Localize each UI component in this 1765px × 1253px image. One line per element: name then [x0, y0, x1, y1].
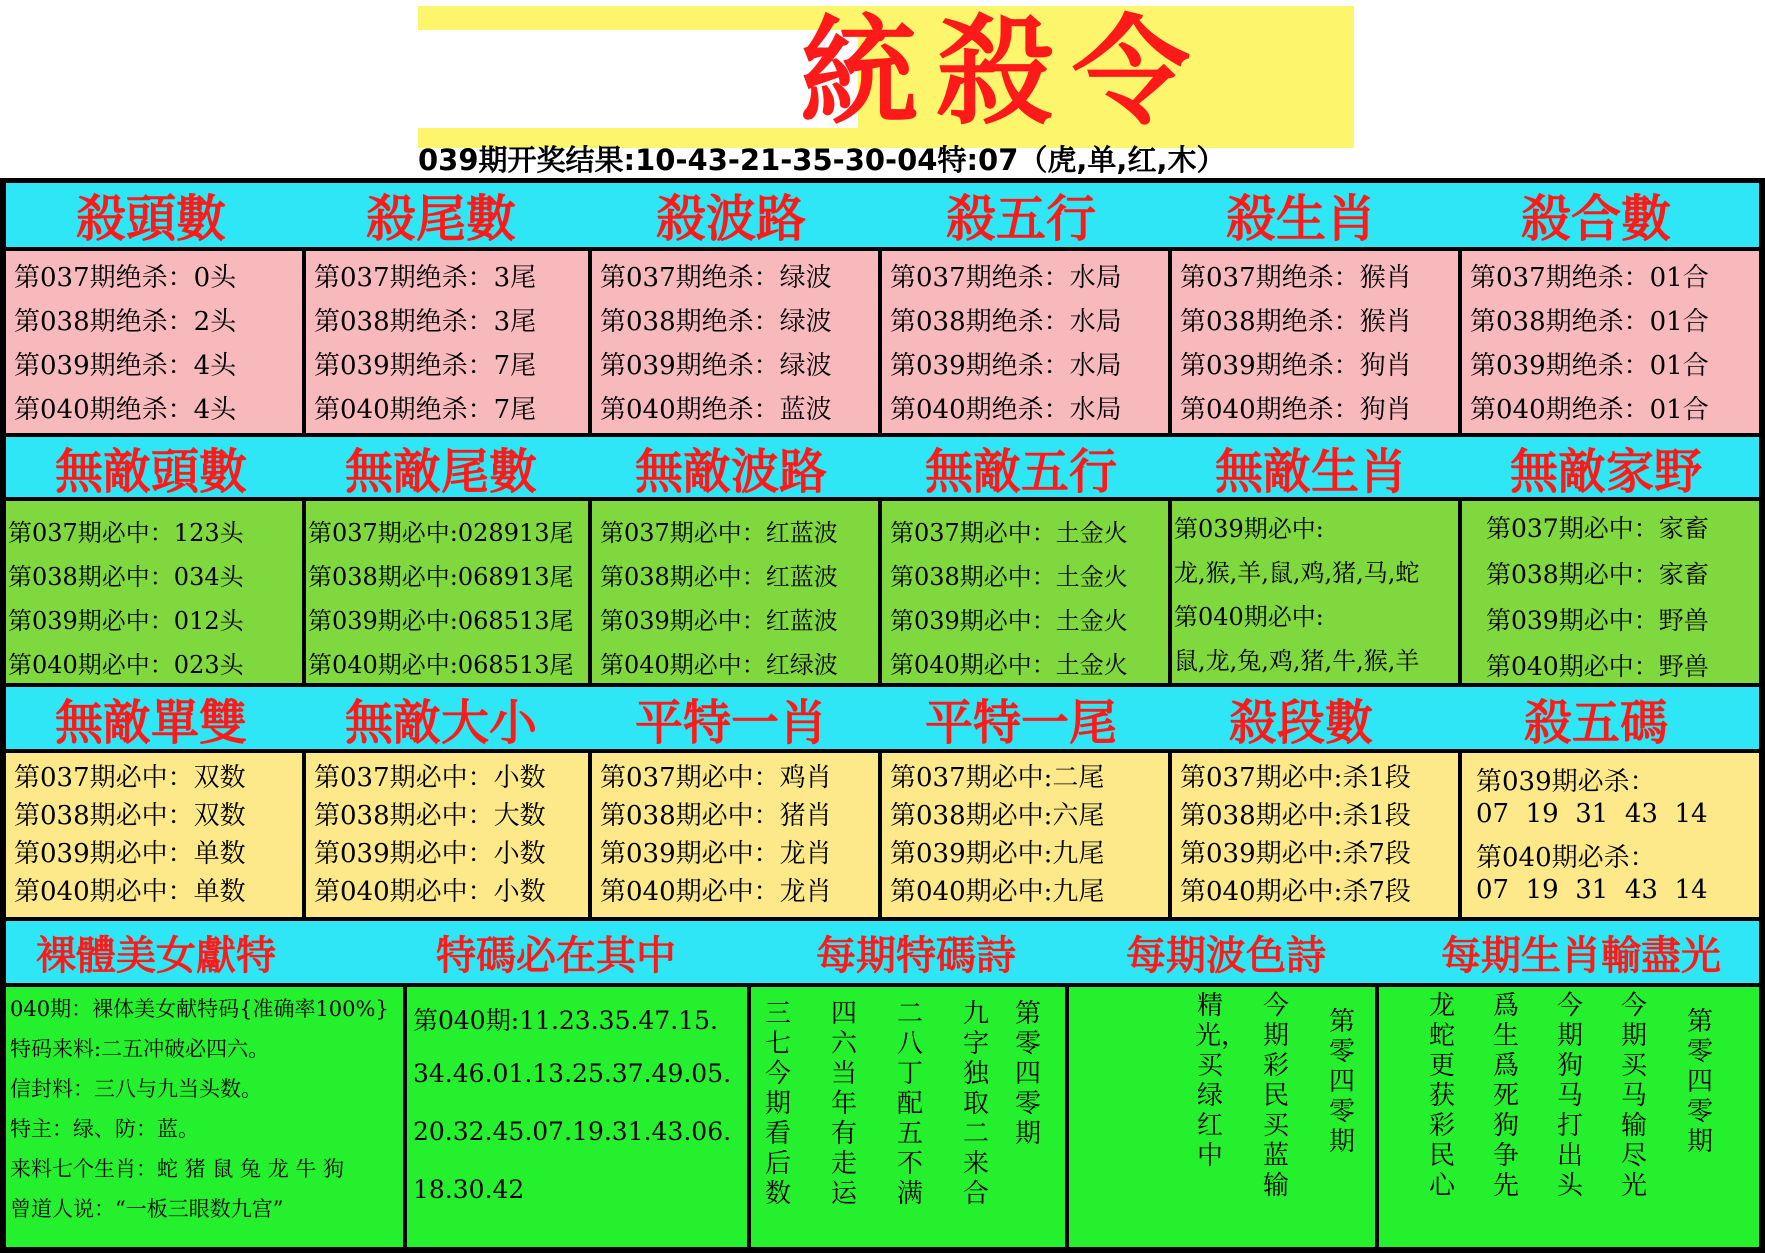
poem-header-row — [6, 921, 1759, 983]
flat-zodiac-040: 第040期必中：龙肖 — [600, 877, 832, 907]
flat-tail-038: 第038期必中:六尾 — [890, 801, 1105, 831]
win-color-038: 第038期必中：红蓝波 — [600, 563, 838, 591]
kill-color-039: 第039期绝杀：绿波 — [600, 351, 832, 381]
kill-zodiac-039: 第039期绝杀：狗肖 — [1180, 351, 1412, 381]
kill-five-039-numbers: 07 19 31 43 14 — [1476, 799, 1708, 829]
beauty-line-1: 040期：裸体美女献特码{准确率100%} — [10, 997, 389, 1021]
main-table — [0, 178, 1765, 1253]
color-poem-col-2: 今期彩民买蓝输 — [1262, 991, 1289, 1201]
big-small-039: 第039期必中：小数 — [314, 839, 546, 869]
tema-poem-col-3: 二八丁配五不满 — [896, 999, 923, 1209]
numbers-box — [407, 987, 747, 1247]
header-tema-poem: 每期特碼詩 — [816, 932, 1016, 979]
header-win-tail: 無敵尾數 — [344, 443, 537, 500]
header-zodiac-poem: 每期生肖輸盡光 — [1441, 932, 1721, 979]
kill-color-037: 第037期绝杀：绿波 — [600, 263, 832, 293]
win-color-039: 第039期必中：红蓝波 — [600, 607, 838, 635]
kill-sum-038: 第038期绝杀：01合 — [1470, 307, 1709, 337]
win-domestic-037: 第037期必中：家畜 — [1486, 514, 1709, 543]
big-small-040: 第040期必中：小数 — [314, 877, 546, 907]
kill-zodiac-040: 第040期绝杀：狗肖 — [1180, 395, 1412, 425]
win-tail-040: 第040期必中:068513尾 — [308, 651, 574, 679]
kill-color-box — [592, 251, 878, 433]
kill-header-row — [6, 183, 1759, 247]
header-win-domestic-wild: 無敵家野 — [1509, 443, 1702, 500]
win-head-039: 第039期必中：012头 — [8, 607, 244, 635]
win-color-box — [592, 501, 878, 683]
banner-blank-area — [418, 30, 858, 128]
tema-poem-col-2: 九字独取二来合 — [962, 999, 989, 1209]
numbers-line-4: 18.30.42 — [413, 1175, 525, 1204]
win-domestic-040: 第040期必中：野兽 — [1486, 652, 1709, 681]
kill-sum-box — [1462, 251, 1759, 433]
kill-color-040: 第040期绝杀：蓝波 — [600, 395, 832, 425]
kill-zodiac-038: 第038期绝杀：猴肖 — [1180, 307, 1412, 337]
header-win-color: 無敵波路 — [634, 443, 827, 500]
header-flat-tail: 平特一尾 — [924, 694, 1117, 751]
numbers-line-2: 34.46.01.13.25.37.49.05. — [413, 1059, 732, 1088]
invincible-header-row — [6, 437, 1759, 500]
win-zodiac-box — [1172, 501, 1458, 683]
header-color-poem: 每期波色詩 — [1126, 932, 1326, 979]
color-poem-box — [1069, 987, 1375, 1247]
kill-head-040: 第040期绝杀：4头 — [14, 395, 237, 425]
flat-zodiac-box — [592, 753, 878, 917]
win-domestic-wild-box — [1462, 501, 1759, 683]
win-zodiac-039-label: 第039期必中: — [1174, 515, 1324, 543]
header-kill-zodiac: 殺生肖 — [1226, 190, 1376, 248]
odd-even-box — [6, 753, 302, 917]
win-element-040: 第040期必中：土金火 — [890, 651, 1128, 679]
header-odd-even: 無敵單雙 — [54, 694, 247, 751]
big-small-037: 第037期必中：小数 — [314, 763, 546, 793]
win-tail-box — [306, 501, 588, 683]
beauty-line-3: 信封料：三八与九当头数。 — [10, 1077, 262, 1101]
tema-poem-col-5: 三七今期看后数 — [764, 999, 791, 1209]
zodiac-poem-col-3: 今期狗马打出头 — [1556, 991, 1583, 1201]
tema-poem-box — [751, 987, 1065, 1247]
beauty-box — [6, 987, 403, 1247]
kill-zodiac-box — [1172, 251, 1458, 433]
header-win-zodiac: 無敵生肖 — [1214, 443, 1407, 500]
color-poem-col-1: 第零四零期 — [1328, 1007, 1355, 1157]
flat-tail-040: 第040期必中:九尾 — [890, 877, 1105, 907]
win-tail-037: 第037期必中:028913尾 — [308, 519, 574, 547]
beauty-line-5: 来料七个生肖：蛇 猪 鼠 兔 龙 牛 狗 — [10, 1157, 345, 1181]
kill-head-box — [6, 251, 302, 433]
zodiac-poem-col-2: 今期买马输尽光 — [1620, 991, 1647, 1201]
kill-element-038: 第038期绝杀：水局 — [890, 307, 1122, 337]
beauty-line-4: 特主：绿、防：蓝。 — [10, 1117, 199, 1141]
kill-five-040-label: 第040期必杀： — [1476, 843, 1656, 873]
odd-even-037: 第037期必中：双数 — [14, 763, 246, 793]
numbers-line-3: 20.32.45.07.19.31.43.06. — [413, 1117, 732, 1146]
header-kill-five: 殺五碼 — [1523, 694, 1668, 751]
kill-five-box — [1462, 753, 1759, 917]
page-title: 統殺令 — [800, 3, 1209, 141]
kill-sum-040: 第040期绝杀：01合 — [1470, 395, 1709, 425]
header-kill-color: 殺波路 — [656, 190, 806, 248]
kill-element-037: 第037期绝杀：水局 — [890, 263, 1122, 293]
header-win-element: 無敵五行 — [924, 443, 1117, 500]
flat-zodiac-039: 第039期必中：龙肖 — [600, 839, 832, 869]
kill-tail-038: 第038期绝杀：3尾 — [314, 307, 537, 337]
kill-sum-037: 第037期绝杀：01合 — [1470, 263, 1709, 293]
header-kill-segment: 殺段數 — [1228, 694, 1373, 751]
win-element-box — [882, 501, 1168, 683]
kill-five-040-numbers: 07 19 31 43 14 — [1476, 875, 1708, 905]
kill-head-039: 第039期绝杀：4头 — [14, 351, 237, 381]
header-flat-zodiac: 平特一肖 — [634, 694, 827, 751]
win-tail-038: 第038期必中:068913尾 — [308, 563, 574, 591]
flat-tail-039: 第039期必中:九尾 — [890, 839, 1105, 869]
kill-element-box — [882, 251, 1168, 433]
numbers-line-1: 第040期:11.23.35.47.15. — [413, 1006, 718, 1035]
header-kill-sum: 殺合數 — [1521, 190, 1671, 248]
win-color-040: 第040期必中：红绿波 — [600, 651, 838, 679]
flat-tail-037: 第037期必中:二尾 — [890, 763, 1105, 793]
header-numbers: 特碼必在其中 — [436, 932, 676, 979]
kill-segment-039: 第039期必中:杀7段 — [1180, 839, 1411, 869]
kill-sum-039: 第039期绝杀：01合 — [1470, 351, 1709, 381]
odd-even-040: 第040期必中：单数 — [14, 877, 246, 907]
tema-poem-col-4: 四六当年有走运 — [830, 999, 857, 1209]
odd-even-039: 第039期必中：单数 — [14, 839, 246, 869]
win-element-039: 第039期必中：土金火 — [890, 607, 1128, 635]
win-domestic-039: 第039期必中：野兽 — [1486, 606, 1709, 635]
kill-segment-040: 第040期必中:杀7段 — [1180, 877, 1411, 907]
win-head-038: 第038期必中：034头 — [8, 563, 244, 591]
kill-zodiac-037: 第037期绝杀：猴肖 — [1180, 263, 1412, 293]
zodiac-poem-col-4: 爲生爲死狗争先 — [1492, 991, 1519, 1201]
kill-color-038: 第038期绝杀：绿波 — [600, 307, 832, 337]
kill-element-040: 第040期绝杀：水局 — [890, 395, 1122, 425]
beauty-line-2: 特码来料:二五冲破必四六。 — [10, 1037, 270, 1061]
color-poem-col-3: 精光，买绿红中 — [1195, 991, 1248, 1171]
kill-head-038: 第038期绝杀：2头 — [14, 307, 237, 337]
kill-head-037: 第037期绝杀：0头 — [14, 263, 237, 293]
win-head-box — [6, 501, 302, 683]
win-zodiac-039-list: 龙,猴,羊,鼠,鸡,猪,马,蛇 — [1174, 559, 1420, 587]
big-small-038: 第038期必中：大数 — [314, 801, 546, 831]
kill-segment-038: 第038期必中:杀1段 — [1180, 801, 1411, 831]
big-small-box — [306, 753, 588, 917]
kill-tail-box — [306, 251, 588, 433]
header-win-head: 無敵頭數 — [54, 443, 247, 500]
win-head-040: 第040期必中：023头 — [8, 651, 244, 679]
kill-tail-040: 第040期绝杀：7尾 — [314, 395, 537, 425]
zodiac-poem-col-5: 龙蛇更获彩民心 — [1428, 991, 1455, 1201]
odd-even-038: 第038期必中：双数 — [14, 801, 246, 831]
kill-five-039-label: 第039期必杀： — [1476, 767, 1656, 797]
win-element-038: 第038期必中：土金火 — [890, 563, 1128, 591]
draw-result: 039期开奖结果:10-43-21-35-30-04特:07（虎,单,红,木） — [418, 143, 1226, 177]
header-kill-tail: 殺尾數 — [366, 190, 516, 248]
win-element-037: 第037期必中：土金火 — [890, 519, 1128, 547]
win-tail-039: 第039期必中:068513尾 — [308, 607, 574, 635]
beauty-line-6: 曾道人说：“一板三眼数九宫” — [10, 1197, 284, 1221]
flat-zodiac-038: 第038期必中：猪肖 — [600, 801, 832, 831]
win-zodiac-040-list: 鼠,龙,兔,鸡,猪,牛,猴,羊 — [1174, 647, 1420, 675]
kill-tail-037: 第037期绝杀：3尾 — [314, 263, 537, 293]
flat-zodiac-037: 第037期必中：鸡肖 — [600, 763, 832, 793]
kill-element-039: 第039期绝杀：水局 — [890, 351, 1122, 381]
header-kill-element: 殺五行 — [946, 190, 1096, 248]
win-head-037: 第037期必中：123头 — [8, 519, 244, 547]
header-kill-head: 殺頭數 — [76, 190, 226, 248]
win-color-037: 第037期必中：红蓝波 — [600, 519, 838, 547]
flat-tail-box — [882, 753, 1168, 917]
zodiac-poem-box — [1379, 987, 1759, 1247]
kill-segment-box — [1172, 753, 1458, 917]
win-domestic-038: 第038期必中：家畜 — [1486, 560, 1709, 589]
win-zodiac-040-label: 第040期必中: — [1174, 603, 1324, 631]
tema-poem-col-1: 第零四零期 — [1014, 999, 1041, 1149]
zodiac-poem-col-1: 第零四零期 — [1686, 1007, 1713, 1157]
header-big-small: 無敵大小 — [344, 694, 537, 751]
kill-tail-039: 第039期绝杀：7尾 — [314, 351, 537, 381]
kill-segment-037: 第037期必中:杀1段 — [1180, 763, 1411, 793]
header-beauty: 裸體美女獻特 — [36, 932, 276, 979]
misc-header-row — [6, 687, 1759, 749]
